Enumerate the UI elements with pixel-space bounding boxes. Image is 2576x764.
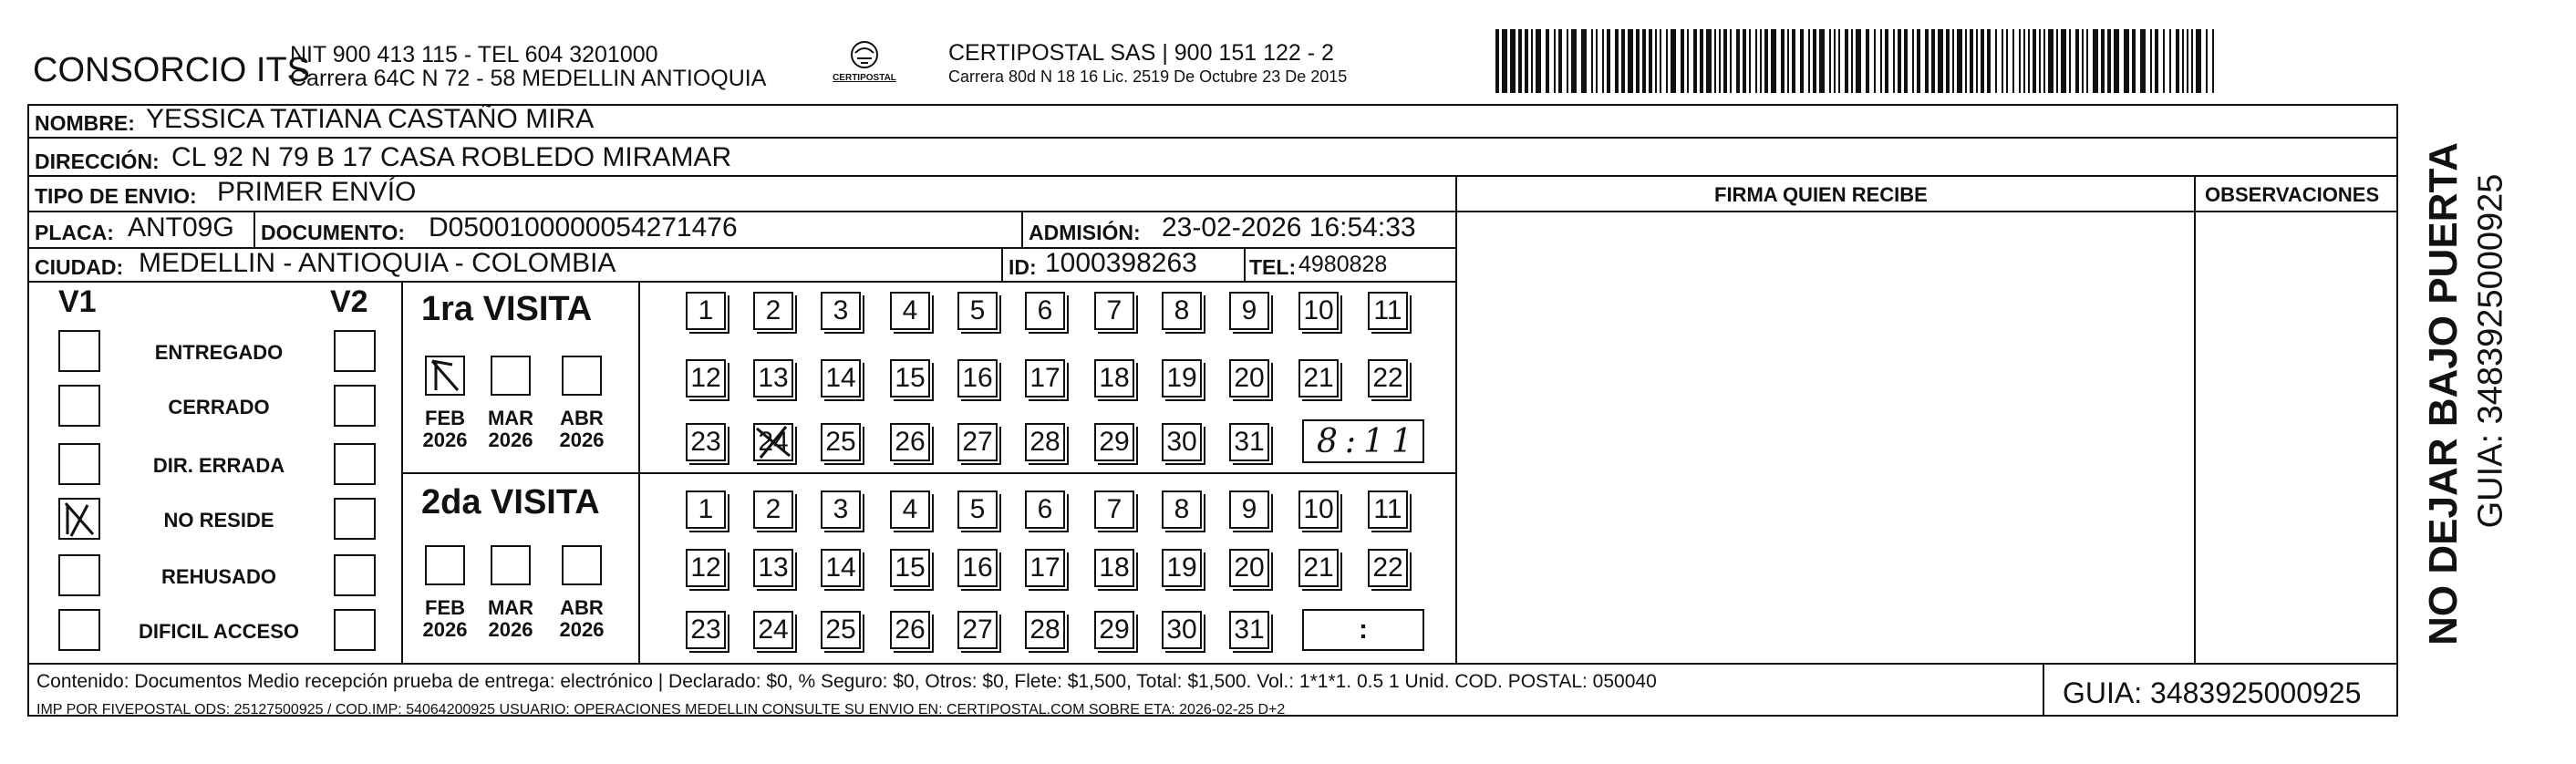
second-day-17[interactable]: 17 [1025,549,1065,587]
first-month-year: 2026 [488,428,533,451]
barcode-bar [1838,29,1840,93]
reason-label-dificil-acceso: DIFICIL ACCESO [138,620,299,643]
observaciones-header: OBSERVACIONES [2205,183,2380,206]
barcode-bar [1655,29,1657,93]
second-day-21[interactable]: 21 [1298,549,1339,587]
barcode-bar [1749,29,1751,93]
v2-checkbox-dificil-acceso[interactable] [334,609,376,651]
barcode-bar [1714,29,1716,93]
first-visit-time[interactable] [1302,419,1424,463]
documento-label: DOCUMENTO: [261,221,406,244]
barcode-bar [2086,29,2088,93]
second-day-8[interactable]: 8 [1162,490,1202,529]
barcode-bar [1946,29,1950,93]
barcode-bar [1813,29,1816,93]
barcode-bar [1558,29,1562,93]
v1-header: V1 [58,284,97,319]
second-day-30[interactable]: 30 [1162,611,1202,649]
barcode-bar [1531,29,1533,93]
barcode-bar [1743,29,1746,93]
barcode-bar [2019,29,2021,93]
second-visit-time-value: : [1359,614,1368,645]
first-day-1[interactable]: 1 [686,292,726,330]
reason-label-cerrado: CERRADO [168,396,270,418]
barcode-bar [1660,29,1661,93]
barcode-bar [2212,29,2214,93]
barcode-bar [1771,29,1776,93]
first-day-8[interactable]: 8 [1162,292,1202,330]
barcode-bar [2182,29,2184,93]
footer-print-info: IMP POR FIVEPOSTAL ODS: 25127500925 / COD.IMP: 54064200925 USUARIO: OPERACIONES MEDELLIN CONSULTE SU ENVIO EN: CERTIPOSTAL.COM SOBRE ETA: 2026-02-25 D+2 [36,702,1286,718]
barcode-bar [1649,29,1652,93]
first-day-18[interactable]: 18 [1094,359,1134,397]
barcode-bar [1567,29,1568,93]
barcode-bar [1938,29,1943,93]
barcode-bar [2056,29,2058,93]
certipostal-logo [832,36,897,91]
barcode-bar [1925,29,1929,93]
barcode-bar [1687,29,1689,93]
first-month-name: ABR [560,407,604,429]
v1-checkbox-rehusado[interactable] [58,554,100,596]
barcode-bar [2023,29,2025,93]
barcode-bar [1581,29,1587,93]
second-month-box-feb[interactable] [425,545,465,585]
second-visit-title: 2da VISITA [421,483,600,521]
barcode-bar [2048,29,2054,93]
second-day-7[interactable]: 7 [1094,490,1134,529]
placa-value: ANT09G [128,212,234,243]
second-day-20[interactable]: 20 [1229,549,1269,587]
barcode-bar [1666,29,1668,93]
first-day-31[interactable]: 31 [1229,423,1269,461]
first-day-24[interactable]: 24 [753,423,793,461]
barcode-bar [1693,29,1697,93]
first-day-19[interactable]: 19 [1162,359,1202,397]
barcode-bar [1898,29,1901,93]
first-month-year: 2026 [422,428,468,451]
first-day-7[interactable]: 7 [1094,292,1134,330]
barcode-bar [2101,29,2105,93]
barcode-bar [1976,29,1978,93]
first-visit-title: 1ra VISITA [421,290,593,328]
second-day-14[interactable]: 14 [821,549,861,587]
reason-label-no-reside: NO RESIDE [163,509,274,532]
first-day-20[interactable]: 20 [1229,359,1269,397]
first-day-4[interactable]: 4 [890,292,930,330]
tel-label: TEL: [1249,255,1297,279]
barcode-bar [1642,29,1646,93]
first-day-5[interactable]: 5 [957,292,998,330]
barcode-bar [1952,29,1954,93]
first-day-13[interactable]: 13 [753,359,793,397]
admision-label: ADMISIÓN: [1029,221,1141,244]
first-day-12[interactable]: 12 [686,359,726,397]
first-day-15[interactable]: 15 [890,359,930,397]
barcode-bar [1554,29,1556,93]
barcode [1495,29,2225,95]
barcode-bar [1571,29,1577,93]
no-dejar-bajo-puerta: NO DEJAR BAJO PUERTA [2421,142,2466,645]
tipo-envio-value: PRIMER ENVÍO [217,177,417,207]
barcode-bar [1607,29,1610,93]
barcode-bar [2075,29,2079,93]
barcode-bar [2033,29,2036,93]
first-month-name: MAR [487,407,534,429]
barcode-bar [2150,29,2152,93]
carrier-name: CERTIPOSTAL SAS | 900 151 122 - 2 [948,40,1334,66]
barcode-bar [1965,29,1967,93]
barcode-bar [2206,29,2208,93]
barcode-bar [1931,29,1935,93]
barcode-bar [1819,29,1825,93]
second-day-6[interactable]: 6 [1025,490,1065,529]
barcode-bar [1755,29,1757,93]
tipo-envio-label: TIPO DE ENVIO: [35,184,197,208]
barcode-bar [1792,29,1795,93]
barcode-bar [2043,29,2045,93]
admision-value: 23-02-2026 16:54:33 [1162,212,1416,243]
v2-checkbox-dir-errada[interactable] [334,443,376,485]
barcode-bar [1912,29,1914,93]
second-month-year: 2026 [422,618,468,641]
barcode-bar [1736,29,1740,93]
barcode-bar [1671,29,1676,93]
v2-header: V2 [330,284,368,319]
second-day-4[interactable]: 4 [890,490,930,529]
barcode-bar [1591,29,1593,93]
v1-checkbox-dificil-acceso[interactable] [58,609,100,651]
second-day-12[interactable]: 12 [686,549,726,587]
v2-checkbox-no-reside[interactable] [334,498,376,540]
barcode-bar [1525,29,1528,93]
barcode-bar [1995,29,1997,93]
first-month-box-abr[interactable] [562,356,602,396]
barcode-bar [2012,29,2014,93]
second-day-2[interactable]: 2 [753,490,793,529]
barcode-bar [1719,29,1721,93]
barcode-bar [2169,29,2171,93]
second-month-name: ABR [560,596,604,619]
barcode-bar [1602,29,1604,93]
barcode-bar [1845,29,1848,93]
reason-label-rehusado: REHUSADO [161,565,276,588]
barcode-bar [1681,29,1684,93]
barcode-bar [2176,29,2179,93]
second-day-5[interactable]: 5 [957,490,998,529]
v2-checkbox-rehusado[interactable] [334,554,376,596]
second-day-23[interactable]: 23 [686,611,726,649]
second-day-11[interactable]: 11 [1368,490,1408,529]
barcode-bar [2006,29,2008,93]
first-day-14[interactable]: 14 [821,359,861,397]
direccion-label: DIRECCIÓN: [35,150,160,173]
v1-checkbox-no-reside[interactable] [58,498,100,540]
barcode-bar [1885,29,1888,93]
second-day-28[interactable]: 28 [1025,611,1065,649]
second-day-19[interactable]: 19 [1162,549,1202,587]
barcode-bar [1596,29,1598,93]
barcode-bar [1536,29,1541,93]
first-month-box-mar[interactable] [491,356,531,396]
barcode-bar [2163,29,2165,93]
barcode-bar [1880,29,1882,93]
placa-label: PLACA: [35,221,114,244]
first-day-27[interactable]: 27 [957,423,998,461]
second-month-name: FEB [425,596,465,619]
footer-guia: GUIA: 3483925000925 [2063,676,2362,709]
second-day-3[interactable]: 3 [821,490,861,529]
barcode-bar [2187,29,2188,93]
firma-header: FIRMA QUIEN RECIBE [1714,183,1928,206]
reason-label-dir-errada: DIR. ERRADA [152,454,285,477]
barcode-bar [2039,29,2041,93]
barcode-bar [1700,29,1703,93]
first-day-6[interactable]: 6 [1025,292,1065,330]
barcode-bar [1510,29,1516,93]
footer-content: Contenido: Documentos Medio recepción prueba de entrega: electrónico | Declarado: $0, % Seguro: $0, Otros: $0, Flete: $1,500, Total: $1,500. Vol.: 1*1*1. 0.5 1 Unid. COD. POSTAL: 050040 [36,671,1657,692]
second-month-year: 2026 [488,618,533,641]
barcode-bar [1495,29,1499,93]
barcode-bar [2002,29,2003,93]
ciudad-value: MEDELLIN - ANTIOQUIA - COLOMBIA [139,248,616,278]
barcode-bar [1706,29,1712,93]
barcode-bar [1957,29,1962,93]
side-guia: GUIA: 3483925000925 [2471,173,2510,529]
second-day-24[interactable]: 24 [753,611,793,649]
barcode-bar [1764,29,1768,93]
barcode-bar [2124,29,2129,93]
second-day-26[interactable]: 26 [890,611,930,649]
first-day-22[interactable]: 22 [1368,359,1408,397]
id-value: 1000398263 [1045,248,1197,278]
barcode-bar [1874,29,1876,93]
second-day-1[interactable]: 1 [686,490,726,529]
certipostal-logo-text: CERTIPOSTAL [833,73,896,83]
tel-value: 4980828 [1298,252,1388,277]
second-day-10[interactable]: 10 [1298,490,1339,529]
barcode-bar [1615,29,1619,93]
barcode-bar [1760,29,1762,93]
second-day-13[interactable]: 13 [753,549,793,587]
barcode-bar [1781,29,1785,93]
barcode-bar [2082,29,2084,93]
second-month-box-abr[interactable] [562,545,602,585]
first-day-23[interactable]: 23 [686,423,726,461]
barcode-bar [1981,29,1984,93]
id-label: ID: [1009,255,1037,279]
barcode-bar [2196,29,2201,93]
carrier-address: Carrera 80d N 18 16 Lic. 2519 De Octubre 23 De 2015 [948,67,1348,86]
barcode-bar [2140,29,2146,93]
v2-checkbox-entregado[interactable] [334,330,376,372]
second-day-29[interactable]: 29 [1094,611,1134,649]
first-day-30[interactable]: 30 [1162,423,1202,461]
company-name: CONSORCIO ITS [33,51,311,89]
company-nit: NIT 900 413 115 - TEL 604 3201000 [290,42,658,67]
v2-checkbox-cerrado[interactable] [334,385,376,427]
barcode-bar [1546,29,1549,93]
barcode-bar [1628,29,1633,93]
barcode-bar [1970,29,1973,93]
second-visit-time[interactable] [1302,609,1424,651]
barcode-bar [2093,29,2098,93]
first-day-11[interactable]: 11 [1368,292,1408,330]
barcode-bar [1723,29,1727,93]
second-day-15[interactable]: 15 [890,549,930,587]
barcode-bar [1893,29,1895,93]
barcode-bar [1866,29,1869,93]
barcode-bar [2191,29,2193,93]
second-day-27[interactable]: 27 [957,611,998,649]
second-day-16[interactable]: 16 [957,549,998,587]
first-day-2[interactable]: 2 [753,292,793,330]
first-day-17[interactable]: 17 [1025,359,1065,397]
first-day-21[interactable]: 21 [1298,359,1339,397]
second-day-22[interactable]: 22 [1368,549,1408,587]
barcode-bar [1518,29,1522,93]
first-day-25[interactable]: 25 [821,423,861,461]
barcode-bar [1636,29,1640,93]
second-day-25[interactable]: 25 [821,611,861,649]
first-day-10[interactable]: 10 [1298,292,1339,330]
nombre-value: YESSICA TATIANA CASTAÑO MIRA [146,104,595,134]
barcode-bar [1800,29,1804,93]
barcode-bar [2107,29,2111,93]
barcode-bar [1502,29,1507,93]
first-month-name: FEB [425,407,465,429]
cross-mark-icon [753,423,793,461]
ciudad-label: CIUDAD: [35,255,124,279]
second-month-name: MAR [487,596,534,619]
barcode-bar [1730,29,1732,93]
barcode-bar [1917,29,1920,93]
documento-value: D0500100000054271476 [429,212,738,243]
first-month-year: 2026 [559,428,605,451]
checkmark-icon [427,357,463,394]
v1-checkbox-cerrado[interactable] [58,385,100,427]
second-day-9[interactable]: 9 [1229,490,1269,529]
barcode-bar [2061,29,2066,93]
barcode-bar [2132,29,2136,93]
barcode-bar [2114,29,2119,93]
first-day-3[interactable]: 3 [821,292,861,330]
second-month-box-mar[interactable] [491,545,531,585]
barcode-bar [2028,29,2030,93]
first-day-16[interactable]: 16 [957,359,998,397]
first-month-box-feb[interactable] [425,356,465,396]
direccion-value: CL 92 N 79 B 17 CASA ROBLEDO MIRAMAR [171,142,732,172]
second-day-18[interactable]: 18 [1094,549,1134,587]
barcode-bar [1787,29,1789,93]
barcode-bar [1834,29,1836,93]
barcode-bar [1621,29,1625,93]
barcode-bar [1851,29,1853,93]
first-day-9[interactable]: 9 [1229,292,1269,330]
nombre-label: NOMBRE: [35,111,135,135]
second-day-31[interactable]: 31 [1229,611,1269,649]
v1-checkbox-entregado[interactable] [58,330,100,372]
checkmark-icon [60,500,98,538]
v1-checkbox-dir-errada[interactable] [58,443,100,485]
barcode-bar [1987,29,1991,93]
first-day-28[interactable]: 28 [1025,423,1065,461]
barcode-bar [1808,29,1810,93]
barcode-bar [1856,29,1861,93]
reason-label-entregado: ENTREGADO [154,341,284,364]
barcode-bar [2155,29,2158,93]
barcode-bar [1829,29,1831,93]
second-month-year: 2026 [559,618,605,641]
first-visit-time-value: 8:11 [1317,423,1420,460]
certipostal-logo-icon [832,36,897,91]
company-address: Carrera 64C N 72 - 58 MEDELLIN ANTIOQUIA [290,66,767,91]
barcode-bar [2069,29,2071,93]
first-day-29[interactable]: 29 [1094,423,1134,461]
barcode-bar [1904,29,1908,93]
first-day-26[interactable]: 26 [890,423,930,461]
